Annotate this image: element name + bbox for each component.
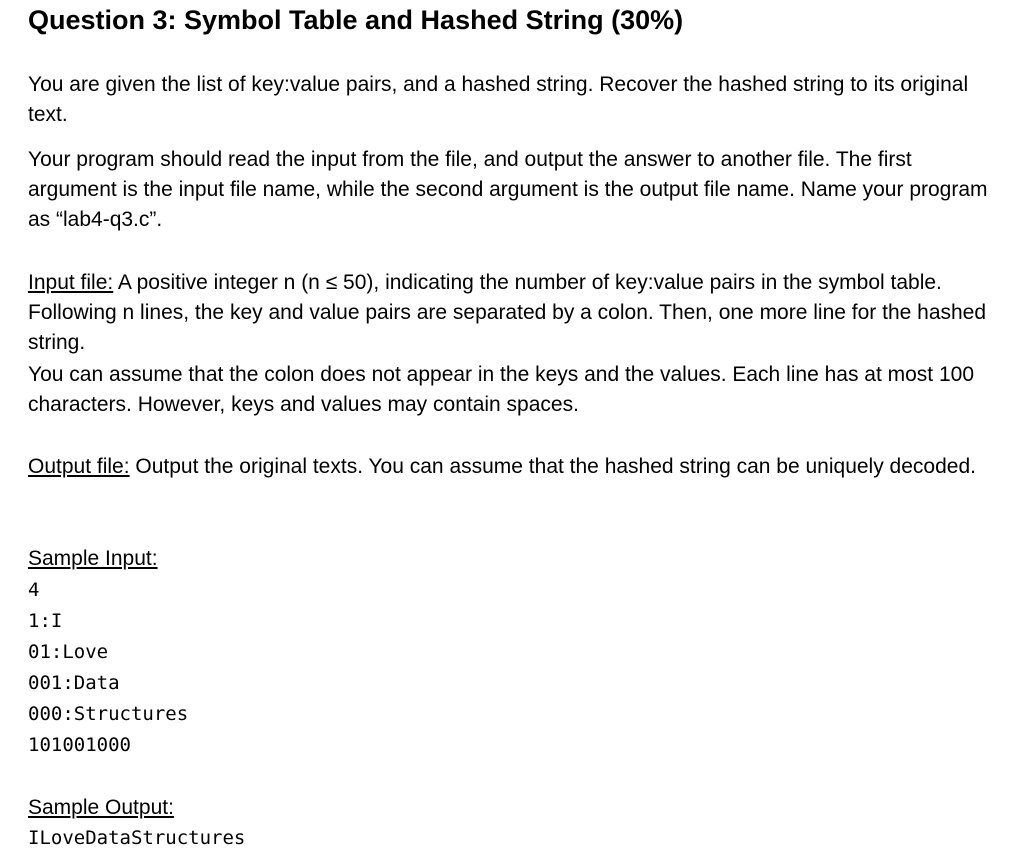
sample-output-line: ILoveDataStructures (28, 827, 246, 849)
input-assumption-paragraph: You can assume that the colon does not appear in the keys and the values. Each line has at most 100 characters. However, keys and values may contain spaces. (28, 363, 975, 416)
sample-output-label: Sample Output: (28, 796, 174, 819)
sample-input-line: 101001000 (28, 734, 131, 756)
output-file-description: Output the original texts. You can assume that the hashed string can be uniquely decoded. (129, 455, 976, 478)
intro-paragraph: You are given the list of key:value pairs, and a hashed string. Recover the hashed string to its original text. (28, 73, 969, 126)
input-file-description: A positive integer n (n ≤ 50), indicating the number of key:value pairs in the symbol table. Following n lines, the key and value pairs are separated by a colon. Then, one more line for the hashed string. (28, 271, 987, 354)
input-file-paragraph (28, 268, 988, 358)
sample-input-line: 000:Structures (28, 703, 189, 725)
sample-input-line: 001:Data (28, 672, 120, 694)
input-file-label: Input file: (28, 271, 114, 294)
sample-input-line: 4 (28, 579, 40, 601)
output-file-paragraph (28, 452, 988, 482)
program-paragraph: Your program should read the input from the file, and output the answer to another file. The first argument is the input file name, while the second argument is the output file name. Name your program as “lab4-q3.c”. (28, 148, 988, 231)
output-file-label: Output file: (28, 455, 130, 478)
sample-input-line: 01:Love (28, 641, 109, 663)
sample-input-line: 1:I (28, 610, 63, 632)
sample-output-block (28, 823, 245, 854)
question-title: Question 3: Symbol Table and Hashed String (30%) (28, 5, 684, 35)
sample-input-label: Sample Input: (28, 547, 158, 570)
sample-input-block (28, 575, 188, 761)
